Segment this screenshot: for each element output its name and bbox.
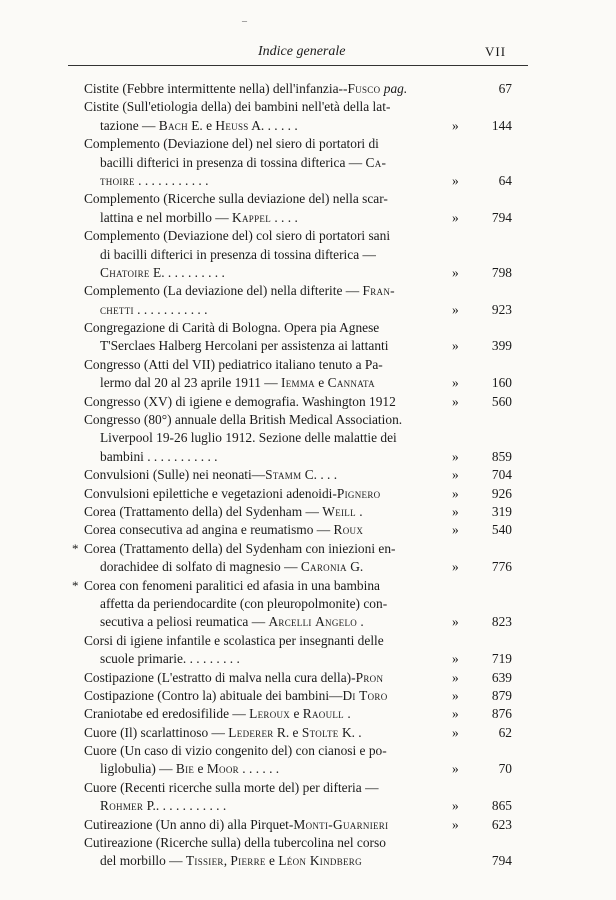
page-number: 823 bbox=[491, 614, 512, 630]
entry-text bbox=[84, 227, 390, 245]
page-number: 926 bbox=[491, 485, 512, 501]
entry-text bbox=[100, 374, 375, 392]
index-entry bbox=[0, 282, 616, 319]
author-name: Raoull bbox=[302, 706, 344, 722]
author-name: Bie bbox=[175, 761, 195, 777]
index-entry bbox=[0, 742, 616, 779]
text-run: , bbox=[223, 853, 231, 869]
entry-line bbox=[0, 540, 616, 558]
text-run: e bbox=[265, 853, 279, 869]
page-number: 798 bbox=[491, 264, 512, 280]
entry-text bbox=[100, 760, 279, 778]
page-number: 794 bbox=[491, 209, 512, 225]
author-name: Caronia bbox=[300, 559, 347, 575]
author-name: Fran- bbox=[362, 283, 395, 299]
index-entry bbox=[0, 669, 616, 687]
header-page-number: VII bbox=[485, 44, 507, 59]
entry-line bbox=[0, 834, 616, 852]
entry-text bbox=[84, 135, 379, 153]
text-run: . bbox=[357, 614, 364, 630]
entry-line bbox=[0, 374, 616, 392]
ditto-mark: » bbox=[452, 669, 459, 685]
asterisk-marker: * bbox=[72, 540, 79, 556]
text-run: Cutireazione (Un anno di) alla Pirquet- bbox=[84, 816, 294, 832]
author-name: Monti-Guarnieri bbox=[293, 816, 389, 832]
page-number: 319 bbox=[491, 503, 512, 519]
text-run: Corea (Trattamento della) del Sydenham con iniezioni en- bbox=[84, 540, 396, 556]
author-name: Stolte bbox=[301, 724, 339, 740]
header-title: Indice generale bbox=[258, 44, 346, 59]
text-run: Corsi di igiene infantile e scolastica per insegnanti delle bbox=[84, 632, 384, 648]
text-run: e bbox=[314, 375, 328, 391]
entry-text bbox=[100, 209, 298, 227]
author-name: Kappel bbox=[232, 209, 272, 225]
text-run: liglobulia) — bbox=[100, 761, 176, 777]
ditto-mark: » bbox=[452, 393, 459, 409]
entry-line bbox=[0, 466, 616, 484]
entry-text bbox=[100, 797, 226, 815]
text-run: e bbox=[290, 706, 303, 722]
index-entry bbox=[0, 540, 616, 577]
page-number: 160 bbox=[491, 375, 512, 391]
text-run: tazione — bbox=[100, 117, 159, 133]
entry-line bbox=[0, 282, 616, 300]
index-entry bbox=[0, 135, 616, 190]
asterisk-marker: * bbox=[72, 577, 79, 593]
text-run: scuole primarie. . . . . . . . . bbox=[100, 651, 240, 667]
text-run: Complemento (Ricerche sulla deviazione del) nella scar- bbox=[84, 191, 388, 207]
entry-text bbox=[84, 705, 351, 723]
text-run: bacilli difterici in presenza di tossina difterica — bbox=[100, 154, 366, 170]
entry-text bbox=[100, 117, 298, 135]
entry-line bbox=[0, 724, 616, 742]
author-name: Fusco bbox=[347, 81, 381, 96]
text-run: . . . . . . . . . . . bbox=[134, 172, 209, 188]
entry-line bbox=[0, 797, 616, 815]
index-entry bbox=[0, 98, 616, 135]
entry-text bbox=[100, 337, 388, 355]
ditto-mark: » bbox=[452, 798, 459, 814]
entry-text bbox=[84, 724, 362, 742]
text-run: T'Serclaes Halberg Hercolani per assistenza ai lattanti bbox=[100, 338, 389, 354]
author-name: Moor bbox=[206, 761, 239, 777]
page-number: 64 bbox=[498, 172, 512, 188]
entry-text bbox=[100, 172, 208, 190]
entry-text bbox=[100, 154, 386, 172]
text-run: A. . . . . . bbox=[248, 117, 298, 133]
entry-line bbox=[0, 190, 616, 208]
index-entry bbox=[0, 466, 616, 484]
author-name: Pierre bbox=[230, 853, 266, 869]
entry-text bbox=[84, 577, 380, 595]
text-run: Cuore (Il) scarlattinoso — bbox=[84, 724, 229, 740]
ditto-mark: » bbox=[452, 706, 459, 722]
ditto-mark: » bbox=[452, 651, 459, 667]
entry-line bbox=[0, 742, 616, 760]
entry-line bbox=[0, 760, 616, 778]
index-entry bbox=[0, 724, 616, 742]
ditto-mark: » bbox=[452, 301, 459, 317]
page-number: 144 bbox=[491, 117, 512, 133]
entry-text bbox=[84, 80, 407, 98]
ditto-mark: » bbox=[452, 117, 459, 133]
author-name: chetti bbox=[100, 301, 134, 317]
entry-text bbox=[100, 429, 397, 447]
page-number: 67 bbox=[498, 81, 512, 96]
author-name: Chatoire bbox=[100, 264, 150, 280]
entry-text bbox=[84, 669, 383, 687]
author-name: Pignero bbox=[336, 485, 381, 501]
entry-line bbox=[0, 779, 616, 797]
entry-line bbox=[0, 521, 616, 539]
index-entry bbox=[0, 705, 616, 723]
page-number: 639 bbox=[491, 669, 512, 685]
text-run: E. . . . . . . . . . bbox=[149, 264, 225, 280]
entry-line bbox=[0, 319, 616, 337]
text-run: affetta da periendocardite (con pleuropolmonite) con- bbox=[100, 595, 388, 611]
author-name: Weill bbox=[322, 503, 356, 519]
index-entry bbox=[0, 319, 616, 356]
index-entry bbox=[0, 577, 616, 632]
text-run: Cuore (Recenti ricerche sulla morte del) per difteria — bbox=[84, 779, 379, 795]
entry-line bbox=[0, 577, 616, 595]
text-run: Costipazione (Contro la) abituale dei bambini— bbox=[84, 687, 343, 703]
text-run: . . . . bbox=[271, 209, 298, 225]
index-entry bbox=[0, 393, 616, 411]
entry-line bbox=[0, 852, 616, 870]
index-entry bbox=[0, 80, 616, 98]
index-entry bbox=[0, 190, 616, 227]
text-run: Costipazione (L'estratto di malva nella cura della)- bbox=[84, 669, 356, 685]
text-run: C. . . . bbox=[301, 467, 338, 483]
index-entry bbox=[0, 687, 616, 705]
ditto-mark: » bbox=[452, 448, 459, 464]
ditto-mark: » bbox=[452, 724, 459, 740]
text-run: lattina e nel morbillo — bbox=[100, 209, 233, 225]
top-mark: – bbox=[242, 16, 247, 27]
entry-text bbox=[84, 411, 402, 429]
text-run: Complemento (Deviazione del) col siero di portatori sani bbox=[84, 228, 391, 244]
text-run: R. e bbox=[273, 724, 302, 740]
entry-text bbox=[84, 779, 378, 797]
ditto-mark: » bbox=[452, 761, 459, 777]
entry-line bbox=[0, 337, 616, 355]
entry-line bbox=[0, 705, 616, 723]
ditto-mark: » bbox=[452, 485, 459, 501]
ditto-mark: » bbox=[452, 614, 459, 630]
entry-line bbox=[0, 227, 616, 245]
ditto-mark: » bbox=[452, 338, 459, 354]
author-name: Ca- bbox=[365, 154, 387, 170]
page-number: 399 bbox=[491, 338, 512, 354]
index-entry bbox=[0, 816, 616, 834]
author-name: thoire bbox=[100, 172, 135, 188]
text-run: bambini . . . . . . . . . . . bbox=[100, 448, 218, 464]
entry-line bbox=[0, 503, 616, 521]
author-name: Lederer bbox=[228, 724, 274, 740]
entry-text bbox=[84, 632, 384, 650]
author-name: Iemma bbox=[280, 375, 315, 391]
page-number: 704 bbox=[491, 467, 512, 483]
entry-text bbox=[100, 246, 376, 264]
index-entry bbox=[0, 521, 616, 539]
index-entry bbox=[0, 779, 616, 816]
page-number: 776 bbox=[491, 559, 512, 575]
author-name: Stamm bbox=[265, 467, 302, 483]
ditto-mark: » bbox=[452, 816, 459, 832]
page-number: 879 bbox=[491, 687, 512, 703]
entry-line bbox=[0, 301, 616, 319]
text-run: Complemento (La deviazione del) nella difterite — bbox=[84, 283, 363, 299]
text-run: di bacilli difterici in presenza di tossina difterica — bbox=[100, 246, 376, 262]
page-number: 62 bbox=[498, 724, 512, 740]
entry-line bbox=[0, 172, 616, 190]
text-run: Cutireazione (Ricerche sulla) della tubercolina nel corso bbox=[84, 835, 386, 851]
ditto-mark: » bbox=[452, 559, 459, 575]
entry-line bbox=[0, 816, 616, 834]
index-entry bbox=[0, 632, 616, 669]
text-run: Congregazione di Carità di Bologna. Opera pia Agnese bbox=[84, 320, 380, 336]
text-run: K. . bbox=[338, 724, 362, 740]
entry-line bbox=[0, 135, 616, 153]
entry-line bbox=[0, 669, 616, 687]
index-entry bbox=[0, 834, 616, 871]
entry-text bbox=[84, 393, 396, 411]
entry-text bbox=[100, 448, 218, 466]
text-run: Congresso (Atti del VII) pediatrico italiano tenuto a Pa- bbox=[84, 356, 383, 372]
ditto-mark: » bbox=[452, 264, 459, 280]
author-name: Tissier bbox=[185, 853, 224, 869]
entry-text bbox=[100, 650, 240, 668]
entry-line bbox=[0, 448, 616, 466]
author-name: Léon Kindberg bbox=[278, 853, 362, 869]
text-run: Corea consecutiva ad angina e reumatismo — bbox=[84, 522, 334, 538]
page-number: 865 bbox=[491, 798, 512, 814]
ditto-mark: » bbox=[452, 687, 459, 703]
running-header bbox=[0, 44, 616, 64]
text-run: Congresso (XV) di igiene e demografia. Washington 1912 bbox=[84, 393, 396, 409]
author-name: Leroux bbox=[249, 706, 291, 722]
text-run: Cistite (Febbre intermittente nella) dell'infanzia-- bbox=[84, 81, 348, 96]
entry-text bbox=[84, 466, 337, 484]
page-number: 876 bbox=[491, 706, 512, 722]
entry-line bbox=[0, 429, 616, 447]
text-run: lermo dal 20 al 23 aprile 1911 — bbox=[100, 375, 281, 391]
text-run: P.. . . . . . . . . . . bbox=[143, 798, 227, 814]
author-name: Rohmer bbox=[100, 798, 144, 814]
index-entry bbox=[0, 503, 616, 521]
entry-line bbox=[0, 393, 616, 411]
entry-line bbox=[0, 485, 616, 503]
entry-text bbox=[84, 319, 379, 337]
author-name: Arcelli bbox=[268, 614, 312, 630]
ditto-mark: » bbox=[452, 522, 459, 538]
text-run: Convulsioni epilettiche e vegetazioni adenoidi- bbox=[84, 485, 337, 501]
entry-line bbox=[0, 246, 616, 264]
entry-text bbox=[84, 485, 380, 503]
text-run: secutiva a peliosi reumatica — bbox=[100, 614, 269, 630]
entry-line bbox=[0, 117, 616, 135]
text-run: Cuore (Un caso di vizio congenito del) con cianosi e po- bbox=[84, 743, 387, 759]
page-number: 859 bbox=[491, 448, 512, 464]
author-name: Angelo bbox=[315, 614, 358, 630]
entry-text bbox=[100, 613, 364, 631]
text-run: Complemento (Deviazione del) nel siero di portatori di bbox=[84, 136, 379, 152]
text-run: pag. bbox=[383, 81, 408, 96]
entry-line bbox=[0, 154, 616, 172]
entry-text bbox=[84, 98, 390, 116]
entry-line bbox=[0, 558, 616, 576]
text-run: dorachidee di solfato di magnesio — bbox=[100, 559, 301, 575]
entry-line bbox=[0, 80, 616, 98]
entry-text bbox=[84, 834, 386, 852]
entry-line bbox=[0, 98, 616, 116]
text-run: Cistite (Sull'etiologia della) dei bambini nell'età della lat- bbox=[84, 99, 391, 115]
text-run: Convulsioni (Sulle) nei neonati— bbox=[84, 467, 266, 483]
ditto-mark: » bbox=[452, 503, 459, 519]
ditto-mark: » bbox=[452, 375, 459, 391]
author-name: Roux bbox=[333, 522, 364, 538]
author-name: Pron bbox=[355, 669, 384, 685]
author-name: Di Toro bbox=[342, 687, 388, 703]
text-run: Corea (Trattamento della) del Sydenham — bbox=[84, 503, 323, 519]
entry-line bbox=[0, 632, 616, 650]
entry-text bbox=[100, 558, 363, 576]
text-run: . . . . . . bbox=[238, 761, 280, 777]
index-entry bbox=[0, 356, 616, 393]
entry-text bbox=[100, 595, 387, 613]
entry-text bbox=[84, 816, 388, 834]
text-run: G. bbox=[346, 559, 364, 575]
page-number: 540 bbox=[491, 522, 512, 538]
ditto-mark: » bbox=[452, 209, 459, 225]
page-number: 794 bbox=[491, 853, 512, 869]
index-entry bbox=[0, 227, 616, 282]
index-entry bbox=[0, 485, 616, 503]
text-run: e bbox=[194, 761, 207, 777]
ditto-mark: » bbox=[452, 467, 459, 483]
page-number: 923 bbox=[491, 301, 512, 317]
index-entry bbox=[0, 411, 616, 466]
page-number: 719 bbox=[491, 651, 512, 667]
text-run: E. e bbox=[187, 117, 216, 133]
text-run: . bbox=[343, 706, 351, 722]
entry-line bbox=[0, 595, 616, 613]
entry-line bbox=[0, 650, 616, 668]
page-number: 70 bbox=[498, 761, 512, 777]
entry-text bbox=[100, 301, 207, 319]
entry-text bbox=[84, 190, 388, 208]
entry-line bbox=[0, 356, 616, 374]
entry-line bbox=[0, 411, 616, 429]
entry-text bbox=[84, 540, 396, 558]
text-run: Craniotabe ed eredosifilide — bbox=[84, 706, 250, 722]
entry-text bbox=[84, 687, 388, 705]
entry-line bbox=[0, 613, 616, 631]
header-rule bbox=[68, 65, 528, 66]
text-run: del morbillo — bbox=[100, 853, 186, 869]
entry-text bbox=[84, 356, 383, 374]
text-run: Liverpool 19-26 luglio 1912. Sezione delle malattie dei bbox=[100, 430, 397, 446]
text-run: Congresso (80°) annuale della British Medical Association. bbox=[84, 412, 403, 428]
page-number: 623 bbox=[491, 816, 512, 832]
entry-text bbox=[84, 282, 395, 300]
text-run: . bbox=[355, 503, 363, 519]
page-number: 560 bbox=[491, 393, 512, 409]
entry-line bbox=[0, 687, 616, 705]
entry-text bbox=[84, 521, 363, 539]
author-name: Heuss bbox=[215, 117, 249, 133]
text-run: Corea con fenomeni paralitici ed afasia in una bambina bbox=[84, 577, 380, 593]
entry-text bbox=[100, 852, 362, 870]
ditto-mark: » bbox=[452, 172, 459, 188]
entry-text bbox=[84, 742, 387, 760]
text-run: . . . . . . . . . . . bbox=[133, 301, 208, 317]
author-name: Cannata bbox=[327, 375, 375, 391]
author-name: Bach bbox=[158, 117, 188, 133]
entry-text bbox=[100, 264, 225, 282]
entry-text bbox=[84, 503, 363, 521]
entry-line bbox=[0, 264, 616, 282]
index-entries bbox=[0, 80, 616, 871]
entry-line bbox=[0, 209, 616, 227]
